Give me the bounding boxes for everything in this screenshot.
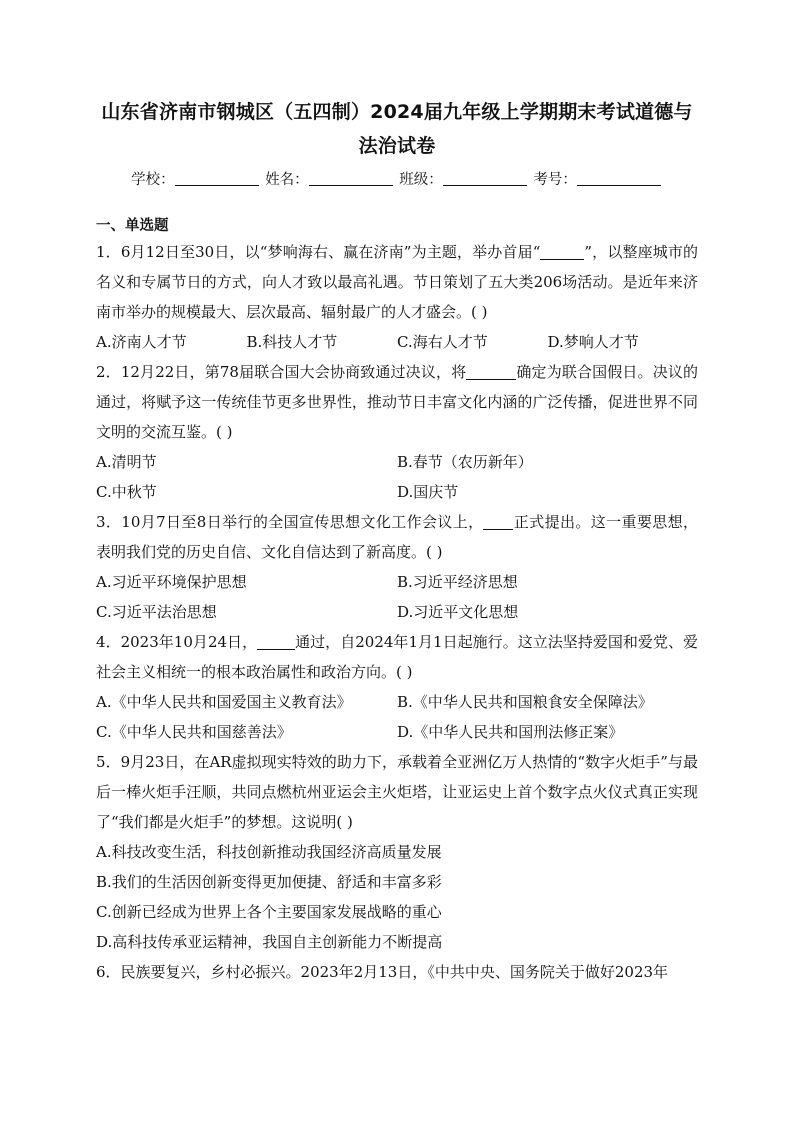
option-d[interactable]: D.高科技传承亚运精神，我国自主创新能力不断提高: [96, 933, 443, 951]
class-label: 班级：: [399, 172, 443, 188]
question-3-options-row1: [96, 567, 698, 597]
option-c[interactable]: C.海右人才节: [397, 333, 488, 351]
question-4-text-b: 通过，自2024年1月1日起施行。这立法坚持爱国和爱党、爱社会主义相统一的根本政治属性和政治方向。( ): [96, 633, 698, 681]
question-4-options-row2: [96, 717, 698, 747]
option-c[interactable]: C.《中华人民共和国慈善法》: [96, 723, 292, 741]
option-c[interactable]: C.习近平法治思想: [96, 603, 217, 621]
question-2-text-b: 确定为联合国假日。决议的通过，将赋予这一传统佳节更多世界性，推动节日丰富文化内涵的广泛传播，促进世界不同文明的交流互鉴。( ): [96, 363, 698, 441]
question-2-options-row2: [96, 477, 698, 507]
question-1-text-a: 1．6月12日至30日，以“梦响海右、赢在济南”为主题，举办首届“: [96, 243, 541, 261]
option-b[interactable]: B.习近平经济思想: [397, 573, 518, 591]
option-a[interactable]: A.习近平环境保护思想: [96, 573, 247, 591]
option-d[interactable]: D.习近平文化思想: [397, 603, 519, 621]
option-b[interactable]: B.《中华人民共和国粮食安全保障法》: [397, 693, 653, 711]
exam-title-line2: 法治试卷: [358, 135, 436, 157]
question-2: [96, 357, 698, 447]
option-a[interactable]: A.济南人才节: [96, 333, 187, 351]
option-b[interactable]: B.我们的生活因创新变得更加便捷、舒适和丰富多彩: [96, 873, 442, 891]
name-label: 姓名：: [265, 172, 309, 188]
question-4-text-a: 4．2023年10月24日，: [96, 633, 258, 651]
option-d[interactable]: D.国庆节: [397, 483, 459, 501]
number-blank[interactable]: [577, 171, 661, 186]
question-4: [96, 627, 698, 687]
question-1-options: [96, 327, 698, 357]
question-4-blank: [257, 633, 295, 650]
question-2-blank: [466, 363, 516, 380]
option-c[interactable]: C.创新已经成为世界上各个主要国家发展战略的重心: [96, 903, 442, 921]
question-1-text-b: ”，以整座城市的名义和专属节日的方式，向人才致以最高礼遇。节日策划了五大类206场活动。是近年来济南市举办的规模最大、层次最高、辐射最广的人才盛会。( ): [96, 243, 698, 321]
student-info-row: [96, 169, 698, 191]
class-blank[interactable]: [443, 171, 527, 186]
question-4-options-row1: [96, 687, 698, 717]
option-d[interactable]: D.《中华人民共和国刑法修正案》: [397, 723, 624, 741]
option-d[interactable]: D.梦响人才节: [547, 333, 639, 351]
question-3-text-b: 正式提出。这一重要思想，表明我们党的历史自信、文化自信达到了新高度。( ): [96, 513, 698, 561]
question-1: [96, 237, 698, 327]
section-heading: 一、单选题: [96, 218, 169, 234]
question-2-options-row1: [96, 447, 698, 477]
exam-title-line1: 山东省济南市钢城区（五四制）2024届九年级上学期期末考试道德与: [101, 101, 693, 123]
question-3-blank: [483, 513, 513, 530]
school-blank[interactable]: [175, 171, 259, 186]
question-3-text-a: 3．10月7日至8日举行的全国宣传思想文化工作会议上，: [96, 513, 484, 531]
option-a[interactable]: A.《中华人民共和国爱国主义教育法》: [96, 693, 352, 711]
number-label: 考号：: [533, 172, 577, 188]
exam-title: [96, 0, 698, 163]
question-3: [96, 507, 698, 567]
question-6: 6．民族要复兴，乡村必振兴。2023年2月13日，《中共中央、国务院关于做好2023年: [96, 963, 669, 981]
name-blank[interactable]: [309, 171, 393, 186]
option-b[interactable]: B.春节（农历新年）: [397, 453, 533, 471]
question-3-options-row2: [96, 597, 698, 627]
school-label: 学校：: [131, 172, 175, 188]
option-c[interactable]: C.中秋节: [96, 483, 157, 501]
question-5: 5．9月23日，在AR虚拟现实特效的助力下，承载着全亚洲亿万人热情的“数字火炬手”与最后一棒火炬手汪顺，共同点燃杭州亚运会主火炬塔，让亚运史上首个数字点火仪式真正实现了“我们都是火炬手”的梦想。这说明( ): [96, 753, 698, 831]
question-2-text-a: 2．12月22日，第78届联合国大会协商致通过决议，将: [96, 363, 467, 381]
question-1-blank: [540, 243, 584, 260]
option-a[interactable]: A.科技改变生活，科技创新推动我国经济高质量发展: [96, 843, 442, 861]
option-a[interactable]: A.清明节: [96, 453, 157, 471]
option-b[interactable]: B.科技人才节: [246, 333, 338, 351]
